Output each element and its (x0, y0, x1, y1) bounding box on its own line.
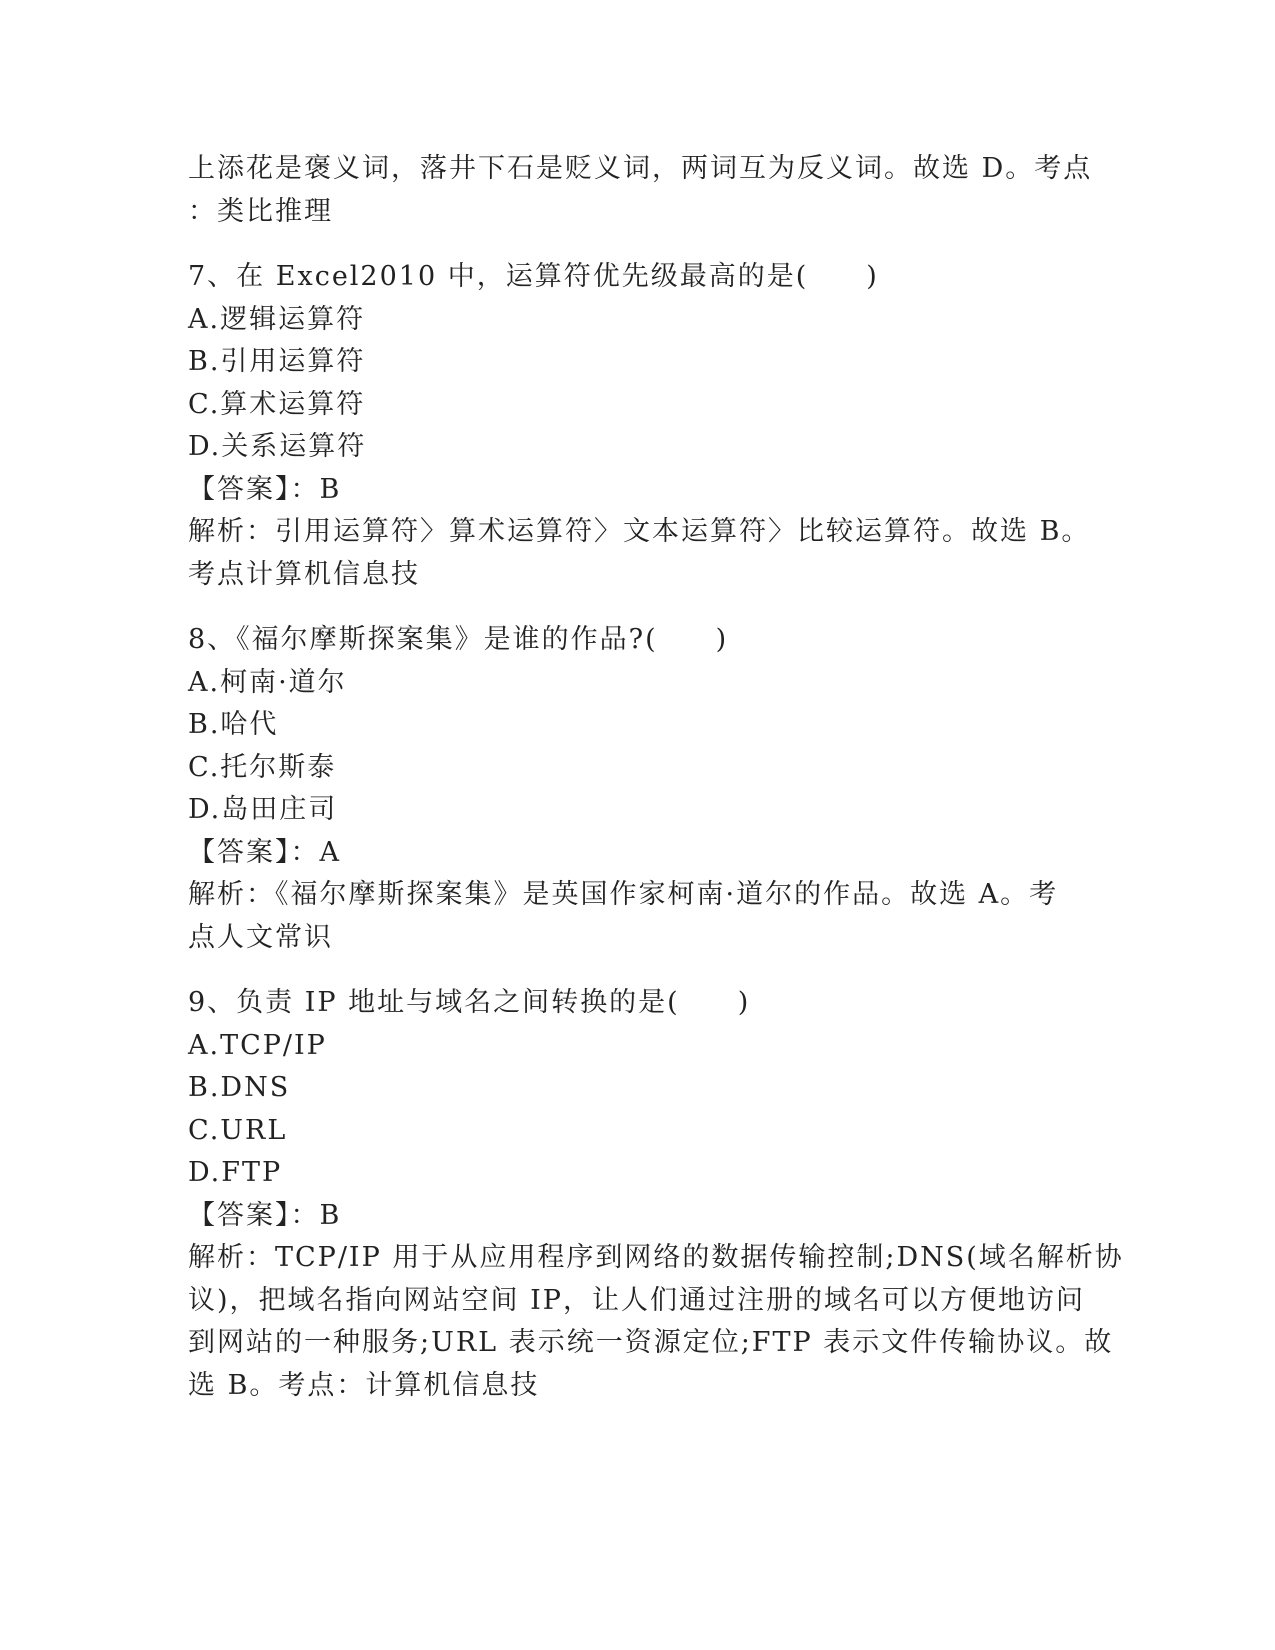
option-b: B.DNS (188, 1072, 291, 1103)
document-page (188, 148, 1124, 1407)
question-block-8 (188, 619, 1088, 959)
option-a: A.TCP/IP (188, 1029, 327, 1061)
option-d: D.FTP (188, 1157, 283, 1188)
option-c: C.算术运算符 (188, 388, 366, 420)
answer-line: 【答案】：B (188, 1199, 342, 1231)
answer-line: 【答案】：A (188, 836, 341, 868)
option-d: D.岛田庄司 (188, 794, 338, 825)
question-block-9 (188, 982, 1124, 1407)
analysis-line: 考点计算机信息技 (188, 558, 420, 590)
option-b: B.哈代 (188, 709, 279, 740)
analysis-line: 到网站的一种服务;URL 表示统一资源定位;FTP 表示文件传输协议。故 (188, 1327, 1114, 1358)
option-a: A.柯南·道尔 (188, 666, 347, 698)
analysis-line: 上添花是褒义词，落井下石是贬义词，两词互为反义词。故选 D。考点 (188, 153, 1093, 184)
option-c: C.托尔斯泰 (188, 751, 337, 783)
option-d: D.关系运算符 (188, 431, 367, 462)
question-text: 7、在 Excel2010 中，运算符优先级最高的是( ) (188, 261, 879, 292)
previous-analysis-continuation (188, 148, 1093, 233)
analysis-line: 解析：TCP/IP 用于从应用程序到网络的数据传输控制;DNS(域名解析协 (188, 1242, 1124, 1273)
option-a: A.逻辑运算符 (188, 303, 366, 335)
option-b: B.引用运算符 (188, 346, 366, 377)
answer-line: 【答案】：B (188, 473, 342, 505)
analysis-line: 议)，把域名指向网站空间 IP，让人们通过注册的域名可以方便地访问 (188, 1284, 1085, 1316)
option-c: C.URL (188, 1114, 288, 1146)
question-text: 9、负责 IP 地址与域名之间转换的是( ) (188, 987, 751, 1018)
analysis-line: 解析：引用运算符〉算术运算符〉文本运算符〉比较运算符。故选 B。 (188, 516, 1091, 547)
analysis-line: 解析：《福尔摩斯探案集》是英国作家柯南·道尔的作品。故选 A。考 (188, 879, 1059, 910)
analysis-line: 选 B。考点：计算机信息技 (188, 1369, 540, 1401)
question-block-7 (188, 256, 1091, 596)
question-text: 8、《福尔摩斯探案集》是谁的作品?( ) (188, 624, 729, 655)
analysis-line: 点人文常识 (188, 921, 333, 953)
analysis-line: ：类比推理 (188, 195, 333, 227)
